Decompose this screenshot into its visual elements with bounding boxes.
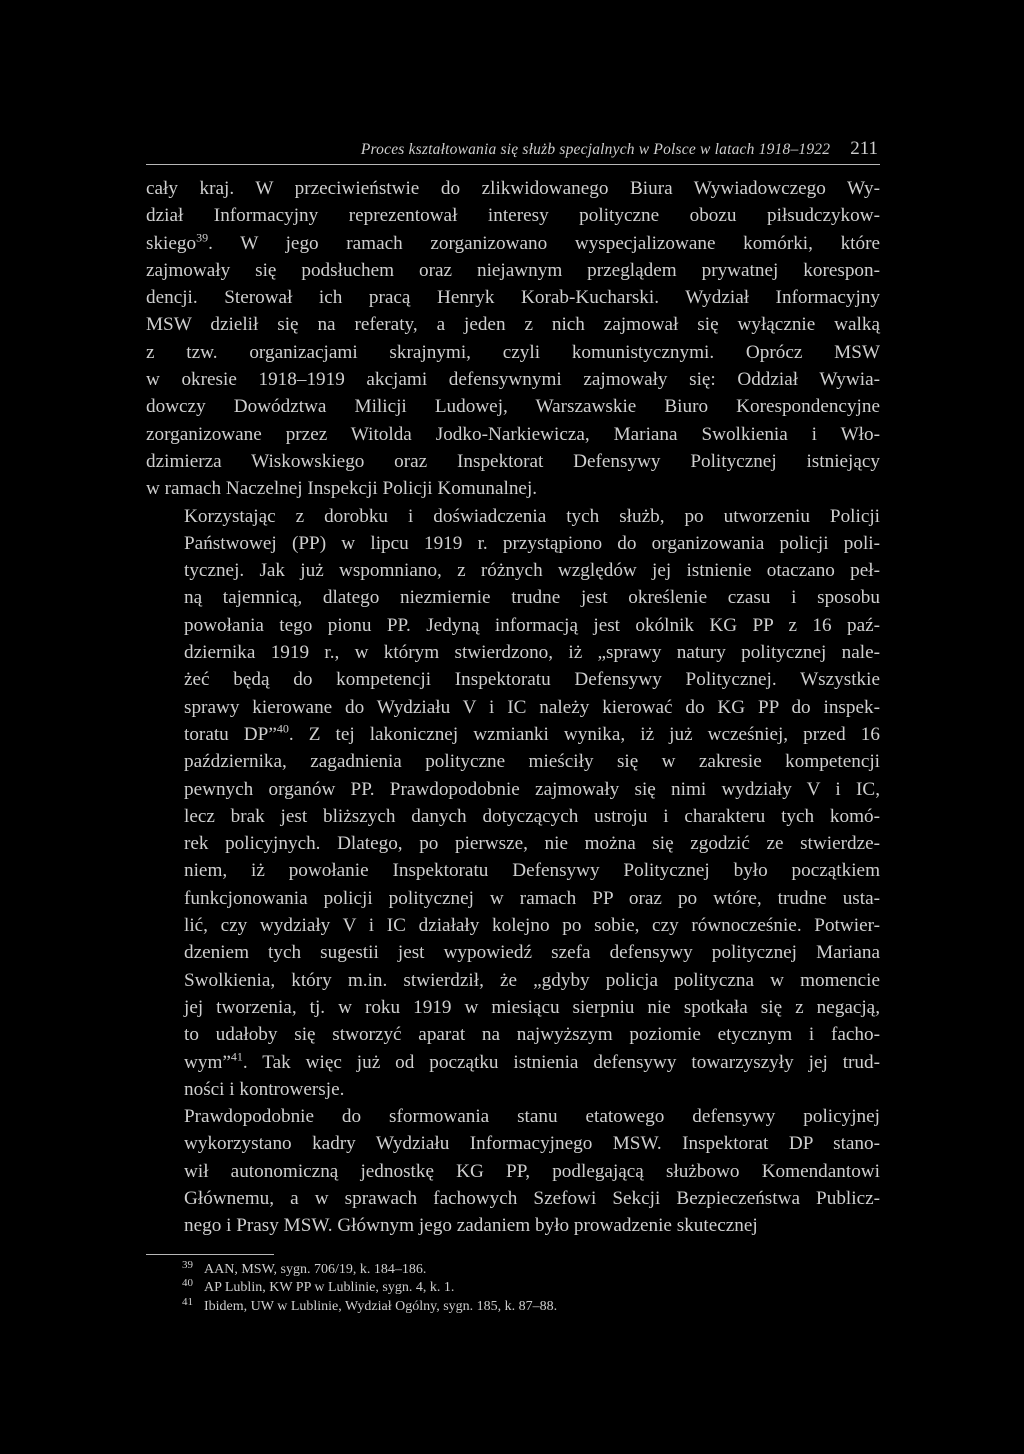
footnote-text: AP Lublin, KW PP w Lublinie, sygn. 4, k. 1. (204, 1280, 455, 1296)
text-line: zajmowały się podsłuchem oraz niejawnym przeglądem prywatnej korespon- (146, 259, 880, 281)
text-line: wykorzystano kadry Wydziału Informacyjnego MSW. Inspektorat DP stano- (184, 1133, 880, 1155)
footnote-reference: 40 (276, 721, 289, 736)
text-line: żeć będą do kompetencji Inspektoratu Defensywy Politycznej. Wszystkie (184, 669, 880, 691)
text-line: dzeniem tych sugestii jest wypowiedź szefa defensywy politycznej Mariana (184, 942, 880, 964)
footnote-text: Ibidem, UW w Lublinie, Wydział Ogólny, sygn. 185, k. 87–88. (204, 1298, 558, 1314)
text-line: MSW dzielił się na referaty, a jeden z nich zajmował się wyłącznie walką (146, 314, 880, 336)
text-line: toratu DP”$^{40}$. Z tej lakonicznej wzmianki wynika, iż już wcześniej, przed 16 (184, 721, 880, 745)
footnote (146, 1295, 880, 1317)
text-line: to udałoby się stworzyć aparat na najwyższym poziomie etycznym i facho- (184, 1024, 880, 1046)
text-line: rek policyjnych. Dlatego, po pierwsze, nie można się zgodzić ze stwierdze- (184, 833, 880, 855)
text-line: sprawy kierowane do Wydziału V i IC należy kierować do KG PP do inspek- (184, 696, 880, 718)
text-line: Swolkienia, który m.in. stwierdził, że „gdyby policja polityczna w momencie (184, 969, 880, 991)
text-line: dzimierza Wiskowskiego oraz Inspektorat Defensywy Politycznej istniejący (146, 450, 880, 472)
text-line: niem, iż powołanie Inspektoratu Defensywy Politycznej było początkiem (184, 860, 880, 882)
text-line: wił autonomiczną jednostkę KG PP, podlegającą służbowo Komendantowi (184, 1160, 880, 1182)
text-line: pewnych organów PP. Prawdopodobnie zajmowały się nimi wydziały V i IC, (184, 778, 880, 800)
footnote-reference: 41 (230, 1049, 243, 1064)
text-line: zorganizowane przez Witolda Jodko-Narkiewicza, Mariana Swolkienia i Wło- (146, 423, 880, 445)
text-line: nego i Prasy MSW. Głównym jego zadaniem było prowadzenie skutecznej (184, 1215, 758, 1237)
text-line: powołania tego pionu PP. Jedyną informacją jest okólnik KG PP z 16 paź- (184, 614, 880, 636)
text-line: jej tworzenia, tj. w roku 1919 w miesiącu sierpniu nie spotkała się z negacją, (184, 996, 880, 1018)
running-title: Proces kształtowania się służb specjalnych w Polsce w latach 1918–1922 (360, 141, 831, 158)
footnote (146, 1258, 880, 1280)
text-line: w ramach Naczelnej Inspekcji Policji Komunalnej. (146, 478, 538, 500)
text-line: cały kraj. W przeciwieństwie do zlikwidowanego Biura Wywiadowczego Wy- (146, 178, 880, 199)
footnote-text: AAN, MSW, sygn. 706/19, k. 184–186. (204, 1261, 427, 1277)
footnote (146, 1279, 880, 1298)
footnotes (146, 1258, 880, 1317)
footnote-number: 39 (182, 1258, 193, 1271)
text-line: Korzystając z dorobku i doświadczenia tych służb, po utworzeniu Policji (184, 505, 880, 527)
text-line: dziernika 1919 r., w którym stwierdzono, iż „sprawy natury politycznej nale- (184, 642, 880, 664)
text-line: dowczy Dowództwa Milicji Ludowej, Warszawskie Biuro Korespondencyjne (146, 396, 880, 418)
text-line: Państwowej (PP) w lipcu 1919 r. przystąpiono do organizowania policji poli- (184, 532, 880, 554)
text-line: lić, czy wydziały V i IC działały kolejno po sobie, czy równocześnie. Potwier- (184, 915, 880, 937)
text-line: dencji. Sterował ich pracą Henryk Korab-Kucharski. Wydział Informacyjny (146, 287, 880, 309)
text-line: z tzw. organizacjami skrajnymi, czyli komunistycznymi. Oprócz MSW (146, 341, 880, 363)
text-line: ną tajemnicą, dlatego niezmiernie trudne jest określenie czasu i sposobu (184, 587, 880, 609)
paragraph (146, 175, 880, 503)
text-line: Głównemu, a w sprawach fachowych Szefowi Sekcji Bezpieczeństwa Publicz- (184, 1187, 880, 1209)
text-line: dział Informacyjny reprezentował interesy polityczne obozu piłsudczykow- (146, 205, 880, 227)
main-text (146, 175, 880, 1240)
text-line: lecz brak jest bliższych danych dotyczących ustroju i charakteru tych komó- (184, 805, 880, 827)
text-line: wym”$^{41}$. Tak więc już od początku istnienia defensywy towarzyszyły jej trud- (184, 1049, 880, 1073)
footnote-reference: 39 (196, 230, 209, 245)
text-line: Prawdopodobnie do sformowania stanu etatowego defensywy policyjnej (184, 1106, 880, 1128)
footnote-number: 40 (182, 1277, 193, 1290)
page-number: 211 (850, 138, 878, 159)
text-line: października, zagadnienia polityczne mieściły się w zakresie kompetencji (184, 751, 880, 773)
book-page (146, 138, 880, 1316)
paragraph (146, 1103, 880, 1239)
text-line: skiego$^{39}$. W jego ramach zorganizowano wyspecjalizowane komórki, które (146, 230, 880, 254)
footnote-separator (146, 1254, 274, 1255)
text-line: ności i kontrowersje. (184, 1078, 345, 1100)
paragraph (146, 503, 880, 1104)
text-line: w okresie 1918–1919 akcjami defensywnymi zajmowały się: Oddział Wywia- (146, 369, 880, 391)
footnote-number: 41 (182, 1295, 193, 1308)
text-line: funkcjonowania policji politycznej w ramach PP oraz po wtóre, trudne usta- (184, 887, 880, 909)
page-header (146, 138, 880, 165)
text-line: tycznej. Jak już wspomniano, z różnych względów jej istnienie otaczano peł- (184, 560, 880, 582)
